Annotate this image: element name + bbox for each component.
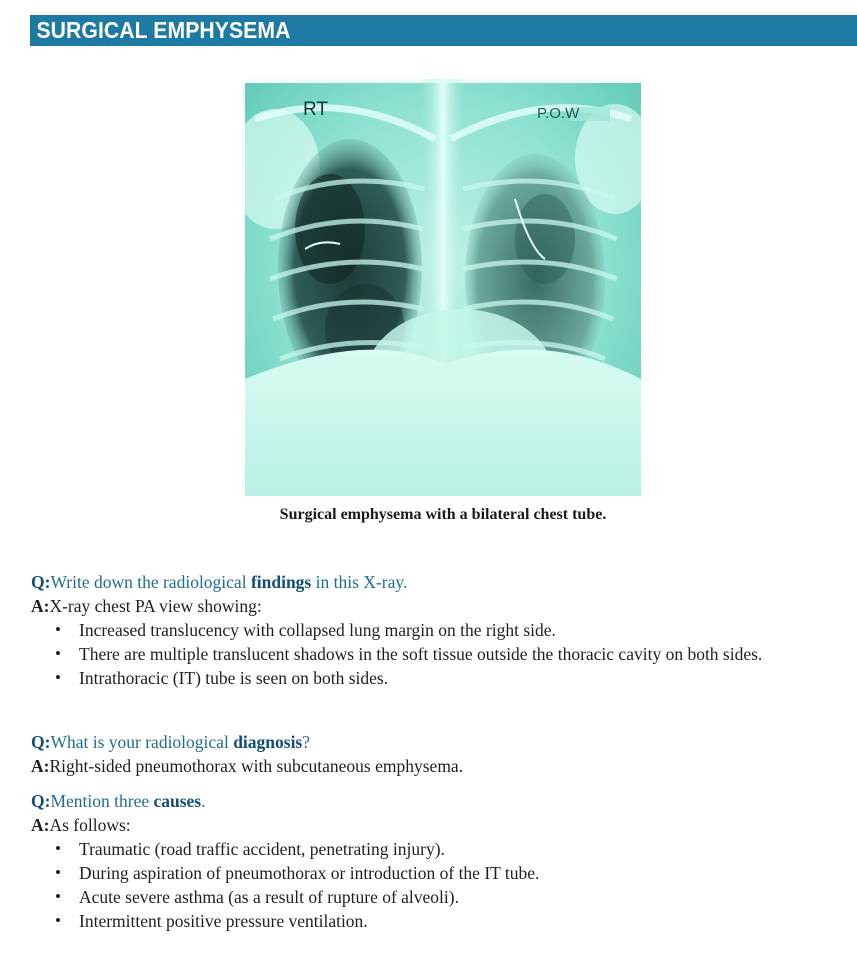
question-text-end: ?	[302, 732, 311, 752]
answer-prefix: A:	[31, 815, 50, 835]
page-title: SURGICAL EMPHYSEMA	[36, 17, 291, 43]
question-keyword: causes	[153, 791, 202, 811]
list-item: • Acute severe asthma (as a result of rupture of alveoli).	[31, 885, 841, 909]
question-1	[31, 570, 841, 594]
question-prefix: Q:	[31, 732, 51, 752]
question-keyword: diagnosis	[233, 732, 303, 752]
list-item: • During aspiration of pneumothorax or introduction of the IT tube.	[31, 861, 841, 885]
list-item: • Increased translucency with collapsed lung margin on the right side.	[31, 618, 841, 642]
figure-caption: Surgical emphysema with a bilateral chest tube.	[279, 506, 607, 523]
list-item: • Traumatic (road traffic accident, penetrating injury).	[31, 837, 841, 861]
question-prefix: Q:	[31, 572, 51, 592]
answer-text: As follows:	[49, 815, 131, 835]
question-prefix: Q:	[31, 791, 51, 811]
causes-list	[31, 837, 841, 933]
question-2	[31, 730, 841, 754]
xray-label-rt: RT	[303, 99, 328, 120]
answer-3	[31, 813, 841, 837]
section-title-bar	[30, 15, 857, 46]
answer-text: X-ray chest PA view showing:	[49, 596, 262, 616]
xray-label-pow: P.O.W	[537, 105, 580, 122]
findings-list	[31, 618, 841, 690]
chest-xray-image	[245, 79, 641, 496]
question-text: What is your radiological	[50, 732, 234, 752]
answer-text: Right-sided pneumothorax with subcutaneous emphysema.	[49, 756, 464, 776]
xray-drawing	[245, 79, 641, 496]
answer-prefix: A:	[31, 756, 50, 776]
answer-2	[31, 754, 841, 778]
answer-1	[31, 594, 841, 618]
question-text-end: .	[201, 791, 206, 811]
question-text-end: in this X-ray.	[311, 572, 408, 592]
list-item: • Intrathoracic (IT) tube is seen on both sides.	[31, 666, 841, 690]
question-text: Write down the radiological	[50, 572, 251, 592]
question-keyword: findings	[250, 572, 312, 592]
answer-prefix: A:	[31, 596, 50, 616]
list-item: • Intermittent positive pressure ventilation.	[31, 909, 841, 933]
question-text: Mention three	[50, 791, 154, 811]
qa-block-findings	[31, 570, 841, 690]
qa-block-causes	[31, 789, 841, 933]
list-item: • There are multiple translucent shadows in the soft tissue outside the thoracic cavity on both sides.	[31, 642, 841, 666]
qa-block-diagnosis	[31, 730, 841, 778]
question-3	[31, 789, 841, 813]
